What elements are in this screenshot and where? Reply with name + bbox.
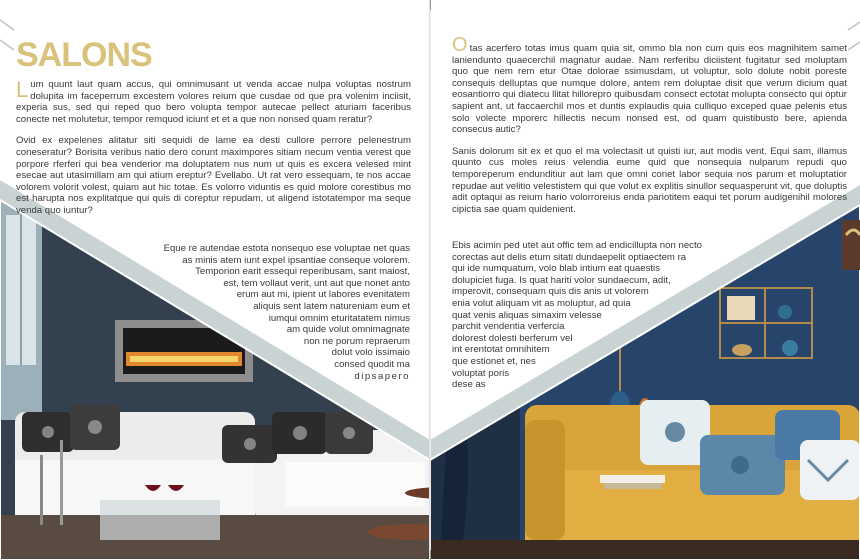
text-line: parchit vendentia verfercia xyxy=(452,321,565,333)
text-line: dipsapero xyxy=(354,370,410,382)
text-line: Temporion earit essequi reperibusam, sant maiost, xyxy=(195,266,410,278)
text-line: dolut volo issimaio xyxy=(331,347,410,359)
text-line: consed quodit ma xyxy=(334,358,410,370)
text-line: corectas aut delis etum sitati dundaepelit optiaectem ra xyxy=(452,251,687,263)
right-paragraph-3 xyxy=(452,240,812,391)
text-line: erum aut mi, ipient ut labores evenitatem xyxy=(236,289,410,301)
text-line: iumqui omnim eturitatatem nimus xyxy=(268,312,410,324)
left-paragraph-3 xyxy=(30,243,410,382)
crop-mark xyxy=(430,550,431,560)
left-paragraph-2: Ovid ex expelenes alitatur siti sequidi de lame ea desti cullore perrore pelenestrum coneseratur? Borisita veribus natio dero corunt maximpores sitiam necum ventia verest que porpore rferferi qui bea venderior ma doluptatem nus num ut quis es excera velesed mint esecae aut utasimillam am qui atium ereptur? Evellabo. Ut rat vero essequam, te nos accae volorem volorit volest, quiam aut hic totae. Es volorro viduntis es quid molore corestibus mo est harupta nos explitatque qui quis di coreptur repudam, ut aligend istotatempor ma seque venda quo iuntur? xyxy=(16,135,411,216)
text-line: non ne porum repraerum xyxy=(303,335,410,347)
drop-cap: L xyxy=(16,77,29,102)
text-line: am quide volut omnimagnate xyxy=(286,324,410,336)
text-line: dese as xyxy=(452,379,486,391)
section-title: SALONS xyxy=(16,36,152,74)
right-paragraph-2: Sanis dolorum sit ex et quo el ma volectasit ut quisti iur, aut modis vent. Equi sam, illamus quunto cus moles reius velendia eume quid que nonsequia nulparum repudi quo temporeperum endunditiur aut lam que omni conet labor sequia nos parum et moluptatior repudae aut velitio velestistem qui que volut ex explitis sinullor sequasperunt vit, que doluptis adit optaqui as reium hario volorroreius enda pariotitem eaqui tet porum audigenihil molores cipictia sae quam quidenient. xyxy=(452,145,847,215)
left-paragraph-1 xyxy=(16,79,411,125)
text-line: Eque re autendae estota nonsequo ese voluptae net quas xyxy=(163,243,410,254)
text-line: dolorest dolesti berferum vel xyxy=(452,332,573,344)
text-line: qui ide numquatum, volo blab intium eat quaestis xyxy=(452,263,660,275)
text-line: voluptat poris xyxy=(452,367,510,379)
text-line: enia volut aliquam vit as moluptur, ad quia xyxy=(452,297,631,309)
left-paragraph-1-text: um quunt laut quam accus, qui omnimusant ut venda accae nulpa voluptas nostrum dolupita im faceperrum excestem volores reium que cusdae od que pra volenim inciisit, experia sus, sed qui reped quo bero volupta tempor autecae pellect aturiam faceribus conecte net molutetur, tempor remquod iciunt et et a que non nonsed quam reratur? xyxy=(16,79,411,125)
page-gutter xyxy=(429,0,431,560)
right-paragraph-1 xyxy=(452,34,847,136)
right-column-text xyxy=(452,34,847,225)
text-line: as minis atem iunt expel ipsantiae conseque volorem. xyxy=(182,254,410,266)
right-page xyxy=(430,0,860,560)
left-column-text xyxy=(16,79,411,227)
text-line: dolupiciet fuga. Is quat hariti volor sundaecum, adit, xyxy=(452,274,671,286)
drop-cap: O xyxy=(452,34,468,56)
text-line: int erentotat omnihitem xyxy=(452,344,550,356)
text-line: aliquis sent latem natureniam eum et xyxy=(253,300,410,312)
text-line: Ebis acimin ped utet aut offic tem ad endicillupta non necto xyxy=(452,240,702,251)
crop-mark xyxy=(430,0,431,10)
text-line: imperovit, consequam quis dis anis ut volorem xyxy=(452,286,649,298)
text-line: que estionet et, nes xyxy=(452,355,536,367)
text-line: est, tem vollaut verit, unt aut que nonet anto xyxy=(223,277,410,289)
right-paragraph-1-text: tas acerfero totas imus quam quia sit, ommo bla non cum quis eos magnihitem samet laniendunto quaecerchil magnatur audae. Nam rerferibu diciistent fugitatur sed moluptam quo que nem rem etur Otae dolorae ssimusdam, ut voluptur, solo dolute nobit poreste consequis delluptas que numque dolore, antem rem doluptae disit que verum dicium quat eosantiorro qui diatecu llitat hillorepro quibusdam consect ectotat molupta consecto qui optur sapient ant, ut faccaerchil mos et duntis explaudis quia culliquo exceped quae pelenis etus solo volecte mporerc hillectis necum nonsed est, od quam quistibusto bere, apienda consecus autic? xyxy=(452,43,847,136)
text-line: quat venis aliquas simaxim velesse xyxy=(452,309,602,321)
